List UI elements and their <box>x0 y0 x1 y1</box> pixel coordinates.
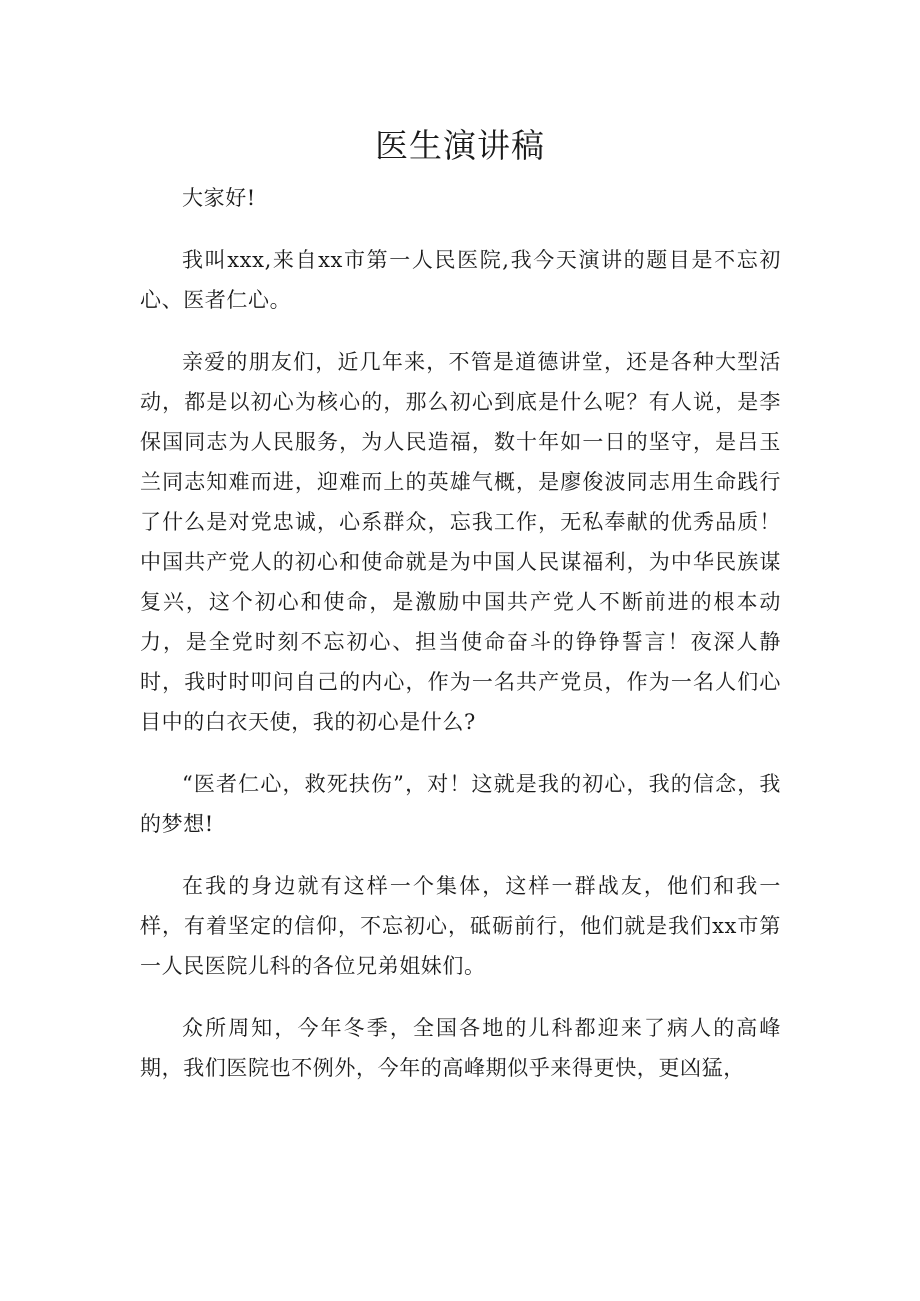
paragraph-introduction: 我叫xxx,来自xx市第一人民医院,我今天演讲的题目是不忘初心、医者仁心。 <box>140 248 781 312</box>
paragraph-greeting: 大家好! <box>182 186 256 210</box>
paragraph-original-aspiration: 亲爱的朋友们，近几年来，不管是道德讲堂，还是各种大型活动，都是以初心为核心的，那么初心到底是什么呢？有人说，是李保国同志为人民服务，为人民造福，数十年如一日的坚守，是吕玉兰同志知难而进，迎难而上的英雄气概，是廖俊波同志用生命践行了什么是对党忠诚，心系群众，忘我工作，无私奉献的优秀品质！中国共产党人的初心和使命就是为中国人民谋福利，为中华民族谋复兴，这个初心和使命，是激励中国共产党人不断前进的根本动力，是全党时刻不忘初心、担当使命奋斗的铮铮誓言！夜深人静时，我时时叩问自己的内心，作为一名共产党员，作为一名人们心目中的白衣天使，我的初心是什么? <box>140 350 781 734</box>
document-body <box>140 178 781 1110</box>
paragraph-colleagues: 在我的身边就有这样一个集体，这样一群战友，他们和我一样，有着坚定的信仰，不忘初心，砥砺前行，他们就是我们xx市第一人民医院儿科的各位兄弟姐妹们。 <box>140 874 781 978</box>
document-title: 医生演讲稿 <box>375 126 545 165</box>
paragraph-winter-peak: 众所周知，今年冬季，全国各地的儿科都迎来了病人的高峰期，我们医院也不例外，今年的高峰期似乎来得更快，更凶猛， <box>140 1016 781 1080</box>
paragraph-belief: “医者仁心，救死扶伤”，对！这就是我的初心，我的信念，我的梦想! <box>140 772 781 836</box>
